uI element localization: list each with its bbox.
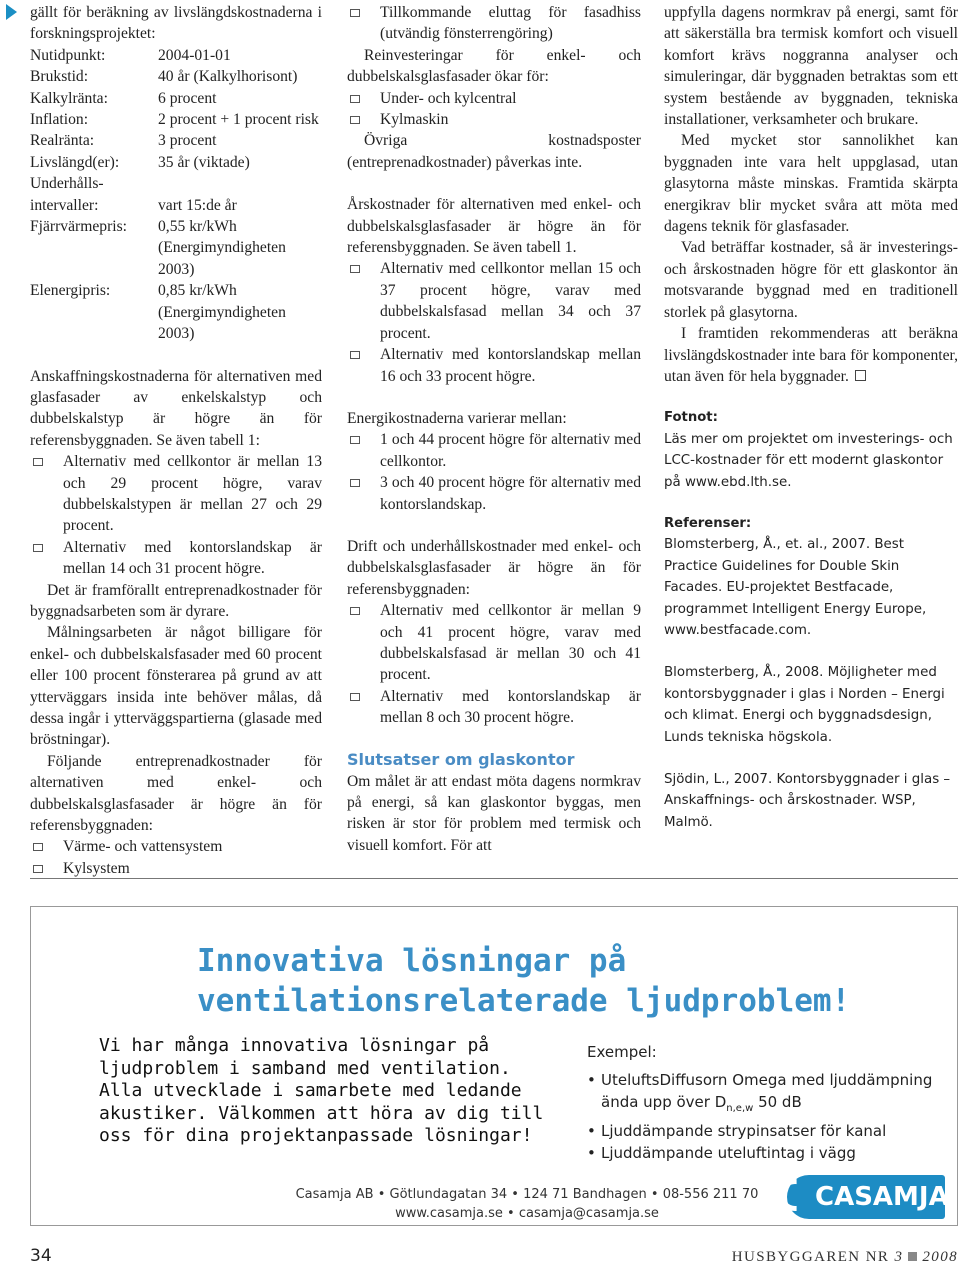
paragraph: Målningsarbeten är något billigare för enkel- och dubbelskalsfasader med 60 procent eller 100 procent fönsterarea på grund av att ytterväggars insida inte behöver målas, då dessa ingår i ytterväggspartierna (glasade med bröstningar).: [30, 624, 322, 749]
list-item: Under- och kylcentral: [347, 88, 641, 109]
bullet-list: [347, 88, 641, 131]
list-item: Alternativ med kontorslandskap är mellan 8 och 30 procent högre.: [347, 686, 641, 729]
list-item: Tillkommande eluttag för fasadhiss (utvändig fönsterrengöring): [347, 2, 641, 45]
contact-web[interactable]: www.casamja.se • casamja@casamja.se: [395, 1206, 659, 1221]
magazine-folio: [732, 1249, 958, 1266]
fact-label: Elenergipris:: [30, 282, 111, 300]
fact-label: Nutidpunkt:: [30, 46, 106, 64]
fact-label: Kalkylränta:: [30, 89, 108, 107]
footnote-text: Läs mer om projektet om investerings- och LCC-kostnader för ett modernt glaskontor på www.ebd.lth.se.: [664, 431, 953, 490]
text-column-1: [30, 2, 322, 879]
footnote-label: Fotnot:: [664, 410, 718, 426]
fact-label: Underhålls-intervaller:: [30, 175, 104, 214]
fact-row: [30, 130, 322, 151]
bullet-list: [30, 836, 322, 879]
fact-row: [30, 280, 322, 344]
fact-value: 2 procent + 1 procent risk: [158, 111, 319, 129]
paragraph: Med mycket stor sannolikhet kan byggnaden inte vara helt uppglasad, utan glasytorna måste minskas. Framtida skärpta energikrav blir mycket svåra att möta med dagens teknik för glasfasader.: [664, 132, 958, 236]
fact-label: Brukstid:: [30, 68, 89, 86]
magazine-name: HUSBYGGAREN NR: [731, 1249, 890, 1265]
list-item: 3 och 40 procent högre för alternativ med kontorslandskap.: [347, 472, 641, 515]
paragraph: Följande entreprenadkostnader för alternativen med enkel- och dubbelskalsglasfasader är högre än för referensbyggnaden:: [30, 752, 322, 835]
issue-year: 2008: [922, 1249, 958, 1265]
logo-text: CASAMJA: [815, 1182, 949, 1212]
fact-value: 2004-01-01: [158, 46, 231, 64]
list-item: • Ljuddämpande strypinsatser för kanal: [587, 1120, 947, 1142]
ad-headline: Innovativa lösningar på ventilationsrelaterade ljudproblem!: [197, 943, 851, 1019]
paragraph: Om målet är att endast möta dagens normkrav på energi, så kan glaskontor byggas, men risken är stor för problem med termisk och visuell komfort. För att: [347, 772, 641, 854]
paragraph: Vad beträffar kostnader, så är investerings- och årskostnaden högre för ett glaskontor än motsvarande byggnad med en traditionell storlek på glasytorna.: [664, 239, 958, 321]
fact-value: 3 procent: [158, 132, 217, 150]
list-item: Alternativ med kontorslandskap mellan 16 och 33 procent högre.: [347, 344, 641, 387]
fact-label: Realränta:: [30, 132, 95, 150]
paragraph-text: I framtiden rekommenderas att beräkna livslängdskostnader inte bara för komponenter, utan även för hela byggnader.: [664, 325, 958, 385]
paragraph: uppfylla dagens normkrav på energi, samt för att säkerställa bra termisk komfort och visuell komfort krävs noggranna analyser och simuleringar, där byggnaden betraktas som ett system bestående av byggnaden, tekniska installationer, verksamheter och brukare.: [664, 4, 958, 129]
fact-value: vart 15:de år: [158, 196, 237, 214]
separator-square-icon: [908, 1252, 917, 1261]
fact-row: [30, 152, 322, 173]
fact-row: [30, 216, 322, 280]
end-of-article-icon: [855, 370, 866, 381]
fact-label: Inflation:: [30, 111, 89, 129]
bullet-list: [30, 451, 322, 579]
paragraph: Reinvesteringar för enkel- och dubbelskalsglasfasader ökar för:: [347, 46, 641, 86]
casamja-logo: [787, 1175, 949, 1219]
list-item: [587, 1069, 947, 1120]
bullet-list: [347, 258, 641, 386]
bullet-list: [347, 429, 641, 515]
intro-text: gällt för beräkning av livslängdskostnaderna i forskningsprojektet:: [30, 4, 322, 43]
example-text: UteluftsDiffusorn Omega med ljuddämpning ända upp över D: [601, 1071, 933, 1111]
list-item: Alternativ med cellkontor är mellan 9 och 41 procent högre, varav med dubbelskalsfasad är mellan 30 och 41 procent.: [347, 600, 641, 686]
paragraph: Drift och underhållskostnader med enkel- och dubbelskalsglasfasader är högre än för referensbyggnaden:: [347, 537, 641, 598]
ad-examples: [587, 1041, 947, 1164]
example-subscript: n,e,w: [726, 1103, 754, 1114]
example-text-end: 50 dB: [753, 1093, 802, 1111]
issue-number: 3: [894, 1249, 904, 1265]
reference-item: Blomsterberg, Å., et. al., 2007. Best Practice Guidelines for Double Skin Facades. EU-projektet Bestfacade, programmet Intelligent Energy Europe, www.bestfacade.com.: [664, 537, 927, 638]
list-item: Alternativ med kontorslandskap är mellan 14 och 31 procent högre.: [30, 537, 322, 580]
fact-value: 0,85 kr/kWh (Energimyndigheten 2003): [158, 282, 286, 343]
list-item: Värme- och vattensystem: [30, 836, 322, 857]
page-number: 34: [30, 1246, 52, 1266]
references-label: Referenser:: [664, 515, 752, 531]
fact-row: [30, 109, 322, 130]
paragraph: Övriga kostnadsposter (entreprenadkostnader) påverkas inte.: [347, 132, 641, 171]
paragraph: Energikostnaderna varierar mellan:: [347, 409, 567, 427]
calculation-facts: [30, 45, 322, 345]
fact-value: 6 procent: [158, 89, 217, 107]
section-heading: Slutsatser om glaskontor: [347, 749, 575, 769]
list-item: 1 och 44 procent högre för alternativ med cellkontor.: [347, 429, 641, 472]
list-item: Kylsystem: [30, 858, 322, 879]
bullet-list: [347, 2, 641, 45]
list-item: Kylmaskin: [347, 109, 641, 130]
fact-value: 40 år (Kalkylhorisont): [158, 68, 298, 86]
ad-body-text: Vi har många innovativa lösningar på ljudproblem i samband med ventilation. Alla utvecklade i samarbete med ledande akustiker. Välkommen att höra av dig till oss för dina projektanpassade lösningar!: [99, 1035, 544, 1146]
contact-address: Casamja AB • Götlundagatan 34 • 124 71 Bandhagen • 08-556 211 70: [295, 1187, 759, 1202]
text-column-2: [347, 2, 641, 856]
paragraph: [664, 323, 958, 387]
fact-row: [30, 66, 322, 87]
paragraph: Det är framförallt entreprenadkostnader för byggnadsarbeten som är dyrare.: [30, 581, 322, 620]
ad-contact: [277, 1185, 777, 1223]
text-column-3: [664, 2, 958, 833]
list-item: Alternativ med cellkontor mellan 15 och 37 procent högre, varav med dubbelskalsfasad mellan 34 och 37 procent.: [347, 258, 641, 344]
paragraph: Anskaffningskostnaderna för alternativen med glasfasader av enkelskalstyp och dubbelskalstyp är högre än för referensbyggnaden. Se även tabell 1:: [30, 367, 322, 449]
reference-item: Sjödin, L., 2007. Kontorsbyggnader i glas – Anskaffnings- och årskostnader. WSP, Malmö.: [664, 772, 951, 830]
examples-label: Exempel:: [587, 1043, 657, 1061]
reference-item: Blomsterberg, Å., 2008. Möjligheter med kontorsbyggnader i glas i Norden – Energi och klimat. Energi och byggnadsdesign, Lunds tekniska högskola.: [664, 665, 945, 745]
fact-label: Livslängd(er):: [30, 153, 120, 171]
fact-label: Fjärrvärmepris:: [30, 218, 127, 236]
fact-value: 35 år (viktade): [158, 153, 250, 171]
fact-value: 0,55 kr/kWh (Energimyndigheten 2003): [158, 218, 286, 278]
bullet-list: [347, 600, 641, 728]
list-item: • Ljuddämpande uteluftintag i vägg: [587, 1142, 947, 1164]
examples-list: [587, 1069, 947, 1164]
fact-row: [30, 88, 322, 109]
fact-row: [30, 45, 322, 66]
article-marker-icon: [6, 4, 17, 20]
divider: [30, 878, 958, 879]
list-item: Alternativ med cellkontor är mellan 13 och 29 procent högre, varav dubbelskalstypen är mellan 27 och 29 procent.: [30, 451, 322, 537]
advertisement: [30, 906, 958, 1226]
paragraph: Årskostnader för alternativen med enkel- och dubbelskalsglasfasader är högre än för referensbyggnaden. Se även tabell 1.: [347, 196, 641, 257]
fact-row: [30, 173, 322, 216]
logo-ring-icon: [779, 1179, 811, 1211]
